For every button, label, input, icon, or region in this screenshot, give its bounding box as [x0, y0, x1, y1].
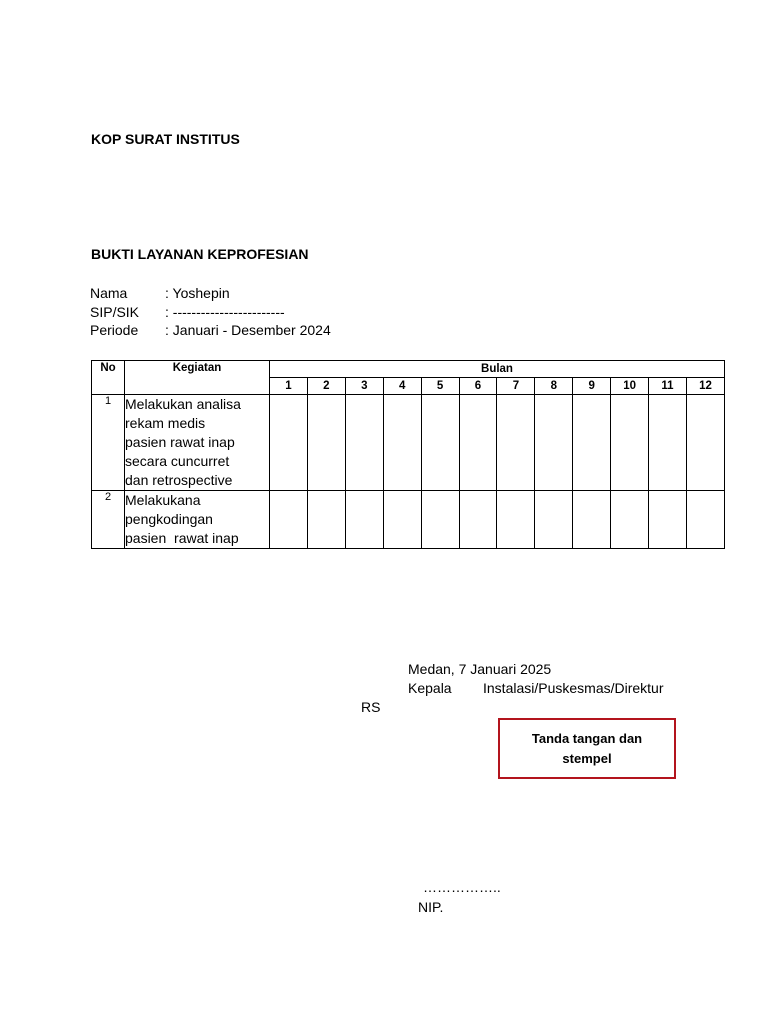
- signature-dots: ……………..: [423, 879, 501, 895]
- letterhead: KOP SURAT INSTITUS: [91, 131, 240, 147]
- info-label: SIP/SIK: [90, 303, 140, 320]
- month-cell: [307, 395, 345, 491]
- activity-line: Melakukan analisa: [125, 396, 241, 412]
- stamp-line: stempel: [562, 750, 612, 766]
- month-cell: [345, 395, 383, 491]
- month-cell: [686, 491, 724, 549]
- month-cell: [345, 491, 383, 549]
- month-cell: [686, 395, 724, 491]
- header-kegiatan: Kegiatan: [125, 361, 270, 395]
- place-date: Medan, 7 Januari 2025: [408, 661, 552, 677]
- activity-cell: [125, 491, 270, 549]
- info-block: [90, 284, 331, 340]
- info-label: Nama: [90, 285, 128, 301]
- row-number: 1: [92, 395, 125, 491]
- month-cell: [383, 491, 421, 549]
- activity-line: pengkodingan: [125, 511, 213, 527]
- month-header: 7: [497, 378, 535, 395]
- month-cell: [611, 491, 649, 549]
- activity-line: pasien rawat inap: [125, 530, 239, 546]
- month-cell: [421, 395, 459, 491]
- row-number: 2: [92, 491, 125, 549]
- activity-line: pasien rawat inap: [125, 434, 235, 450]
- stamp-text: [532, 729, 642, 769]
- month-cell: [459, 491, 497, 549]
- activity-line: dan retrospective: [125, 472, 233, 488]
- activity-line: Melakukana: [125, 492, 201, 508]
- info-row-sip: [90, 303, 331, 322]
- table-row: [92, 395, 725, 491]
- month-header: 1: [270, 378, 308, 395]
- table-header-row: [92, 361, 725, 378]
- month-cell: [383, 395, 421, 491]
- month-cell: [421, 491, 459, 549]
- nip-label: NIP.: [418, 899, 444, 915]
- activity-line: rekam medis: [125, 415, 206, 431]
- month-header: 11: [649, 378, 687, 395]
- month-cell: [497, 491, 535, 549]
- signature-stamp-box: [498, 718, 676, 779]
- month-cell: [573, 395, 611, 491]
- month-cell: [649, 491, 687, 549]
- role-rs: RS: [361, 699, 381, 715]
- activity-table: [91, 360, 725, 549]
- month-header: 8: [535, 378, 573, 395]
- info-row-nama: [90, 284, 331, 303]
- month-header: 4: [383, 378, 421, 395]
- month-header: 2: [307, 378, 345, 395]
- header-bulan: Bulan: [270, 361, 725, 378]
- role-institution: Instalasi/Puskesmas/Direktur: [483, 680, 664, 696]
- info-value: : Januari - Desember 2024: [165, 322, 331, 338]
- month-cell: [459, 395, 497, 491]
- role-kepala: Kepala: [408, 680, 452, 696]
- activity-line: secara cuncurret: [125, 453, 230, 469]
- info-label: Periode: [90, 322, 139, 338]
- month-cell: [270, 491, 308, 549]
- month-cell: [535, 395, 573, 491]
- document-title: BUKTI LAYANAN KEPROFESIAN: [91, 246, 309, 262]
- info-row-periode: [90, 321, 331, 340]
- activity-cell: [125, 395, 270, 491]
- month-cell: [497, 395, 535, 491]
- table-row: [92, 491, 725, 549]
- stamp-line: Tanda tangan dan: [531, 730, 643, 746]
- month-cell: [535, 491, 573, 549]
- month-cell: [307, 491, 345, 549]
- month-header: 10: [611, 378, 649, 395]
- month-header: 5: [421, 378, 459, 395]
- month-cell: [573, 491, 611, 549]
- month-header: 12: [686, 378, 724, 395]
- month-header: 9: [573, 378, 611, 395]
- month-header: 3: [345, 378, 383, 395]
- month-header: 6: [459, 378, 497, 395]
- month-cell: [611, 395, 649, 491]
- header-no: No: [92, 361, 125, 395]
- month-cell: [649, 395, 687, 491]
- info-value: : Yoshepin: [165, 285, 230, 301]
- month-cell: [270, 395, 308, 491]
- info-value: : ------------------------: [165, 303, 285, 320]
